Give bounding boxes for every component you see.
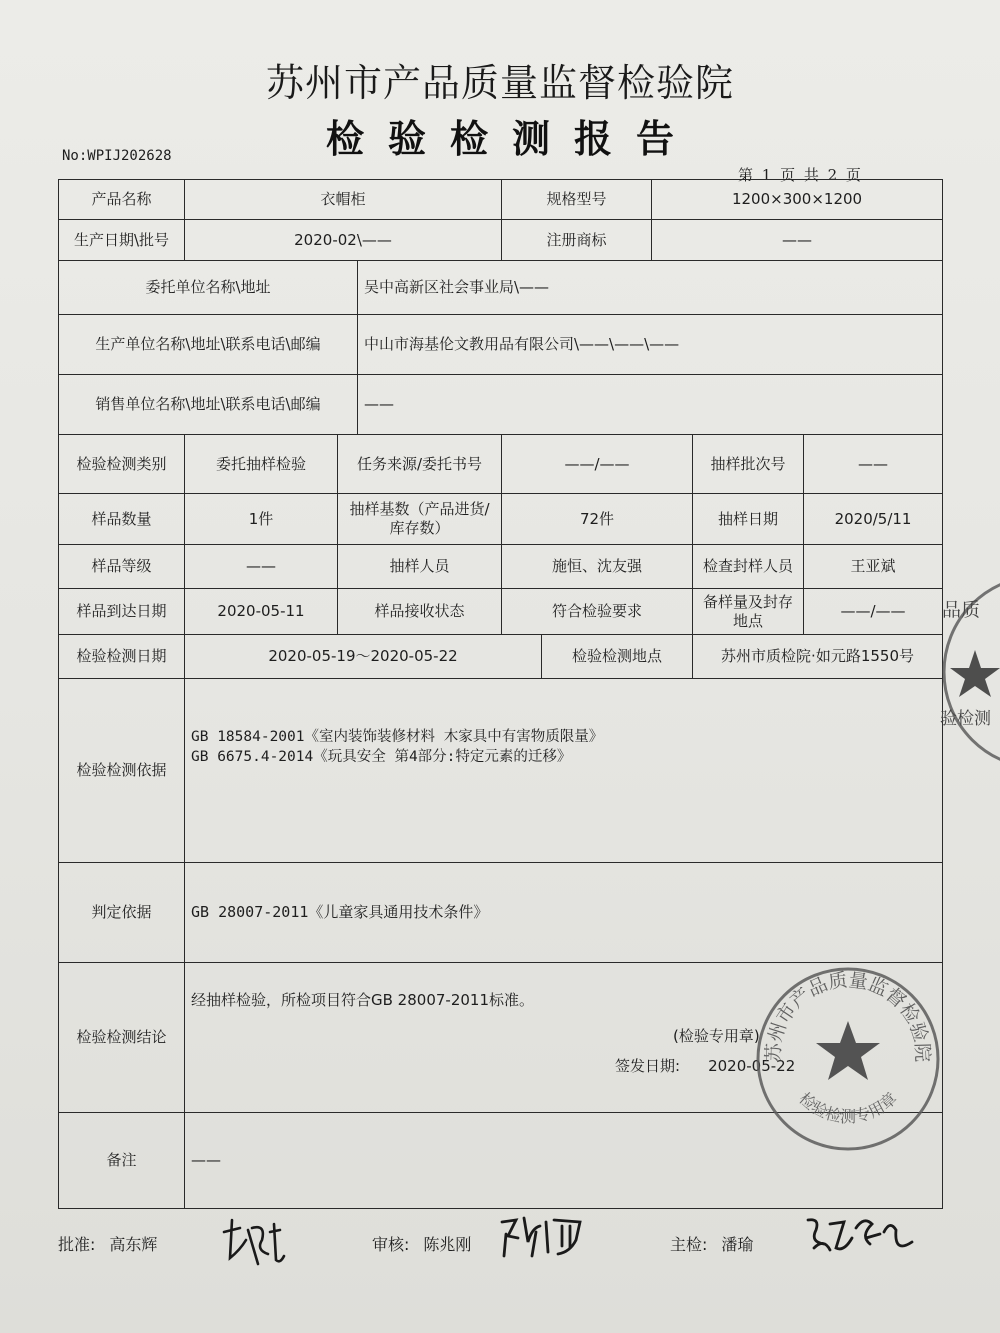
production-date-value: 2020-02\—— (185, 220, 502, 261)
client-value: 吴中高新区社会事业局\—— (358, 261, 943, 315)
seal-main-text: 苏州市产品质量监督检验院 (762, 969, 934, 1063)
main-name: 潘瑜 (721, 1235, 754, 1254)
conclusion-text: 经抽样检验，所检项目符合GB 28007-2011标准。 (191, 991, 534, 1009)
basis-cell (185, 679, 943, 863)
issue-date-label: 签发日期: (615, 1057, 681, 1075)
page-info: 第 1 页 共 2 页 (738, 166, 863, 184)
brand-label: 注册商标 (502, 220, 652, 261)
basis-line-1: GB 18584-2001《室内装饰装修材料 木家具中有害物质限量》 (191, 729, 604, 745)
sampler-value: 施恒、沈友强 (502, 545, 693, 589)
reserve-label: 备样量及封存地点 (693, 589, 804, 635)
product-name-value: 衣帽柜 (185, 180, 502, 220)
sealer-value: 王亚斌 (804, 545, 943, 589)
test-place-value: 苏州市质检院·如元路1550号 (693, 635, 943, 679)
report-number: No:WPIJ202628 (62, 148, 172, 164)
grade-value: —— (185, 545, 338, 589)
client-label: 委托单位名称\地址 (59, 261, 358, 315)
row-remarks (59, 1113, 943, 1209)
seal-note: (检验专用章) (673, 1027, 760, 1045)
arrival-label: 样品到达日期 (59, 589, 185, 635)
sampler-label: 抽样人员 (338, 545, 502, 589)
basis-label: 检验检测依据 (59, 679, 185, 863)
sampling-base-value: 72件 (502, 494, 693, 545)
institute-title: 苏州市产品质量监督检验院 (265, 61, 734, 105)
test-place-label: 检验检测地点 (542, 635, 693, 679)
sealer-label: 检查封样人员 (693, 545, 804, 589)
row-client (59, 261, 943, 315)
arrival-value: 2020-05-11 (185, 589, 338, 635)
row-conclusion (59, 963, 943, 1113)
batch-label: 抽样批次号 (693, 435, 804, 494)
row-production-date (59, 220, 943, 261)
task-value: ——/—— (502, 435, 693, 494)
row-test-date (59, 635, 943, 679)
row-grade (59, 545, 943, 589)
reviewer (372, 1232, 471, 1255)
row-product-name (59, 180, 943, 220)
task-label: 任务来源/委托书号 (338, 435, 502, 494)
review-name: 陈兆刚 (423, 1235, 472, 1254)
remarks-label: 备注 (59, 1113, 185, 1209)
batch-value: —— (804, 435, 943, 494)
judgement-label: 判定依据 (59, 863, 185, 963)
row-producer (59, 315, 943, 375)
judgement-value: GB 28007-2011《儿童家具通用技术条件》 (185, 863, 943, 963)
approver (58, 1232, 157, 1255)
producer-value: 中山市海基伦文教用品有限公司\——\——\—— (358, 315, 943, 375)
report-title: 检验检测报告 (325, 117, 698, 161)
product-name-label: 产品名称 (59, 180, 185, 220)
row-basis (59, 679, 943, 863)
reserve-value: ——/—— (804, 589, 943, 635)
row-quantity (59, 494, 943, 545)
producer-label: 生产单位名称\地址\联系电话\邮编 (59, 315, 358, 375)
issue-date-value: 2020-05-22 (708, 1057, 796, 1075)
edge-seal-top-text: 品质 (942, 599, 981, 621)
test-date-label: 检验检测日期 (59, 635, 185, 679)
model-value: 1200×300×1200 (652, 180, 943, 220)
seller-label: 销售单位名称\地址\联系电话\邮编 (59, 375, 358, 435)
receipt-value: 符合检验要求 (502, 589, 693, 635)
test-date-value: 2020-05-19～2020-05-22 (185, 635, 542, 679)
brand-value: —— (652, 220, 943, 261)
remarks-value: —— (185, 1113, 943, 1209)
sampling-date-value: 2020/5/11 (804, 494, 943, 545)
quantity-value: 1件 (185, 494, 338, 545)
basis-line-2: GB 6675.4-2014《玩具安全 第4部分:特定元素的迁移》 (191, 749, 572, 765)
sampling-date-label: 抽样日期 (693, 494, 804, 545)
quantity-label: 样品数量 (59, 494, 185, 545)
sampling-base-label: 抽样基数（产品进货/库存数） (338, 494, 502, 545)
main-label: 主检: (670, 1235, 708, 1254)
issue-date (615, 1057, 795, 1076)
receipt-label: 样品接收状态 (338, 589, 502, 635)
seal-sub-text: 检验检测专用章 (795, 1088, 901, 1127)
category-label: 检验检测类别 (59, 435, 185, 494)
row-seller (59, 375, 943, 435)
model-label: 规格型号 (502, 180, 652, 220)
row-arrival (59, 589, 943, 635)
edge-seal-bottom-text: 验检测 (940, 709, 991, 729)
review-label: 审核: (372, 1235, 410, 1254)
category-value: 委托抽样检验 (185, 435, 338, 494)
main-inspector (670, 1232, 753, 1255)
production-date-label: 生产日期\批号 (59, 220, 185, 261)
conclusion-cell (185, 963, 943, 1113)
approve-name: 高东辉 (109, 1235, 158, 1254)
seller-value: —— (358, 375, 943, 435)
grade-label: 样品等级 (59, 545, 185, 589)
conclusion-label: 检验检测结论 (59, 963, 185, 1113)
approve-label: 批准: (58, 1235, 96, 1254)
row-category (59, 435, 943, 494)
report-table (58, 179, 943, 1209)
row-judgement (59, 863, 943, 963)
